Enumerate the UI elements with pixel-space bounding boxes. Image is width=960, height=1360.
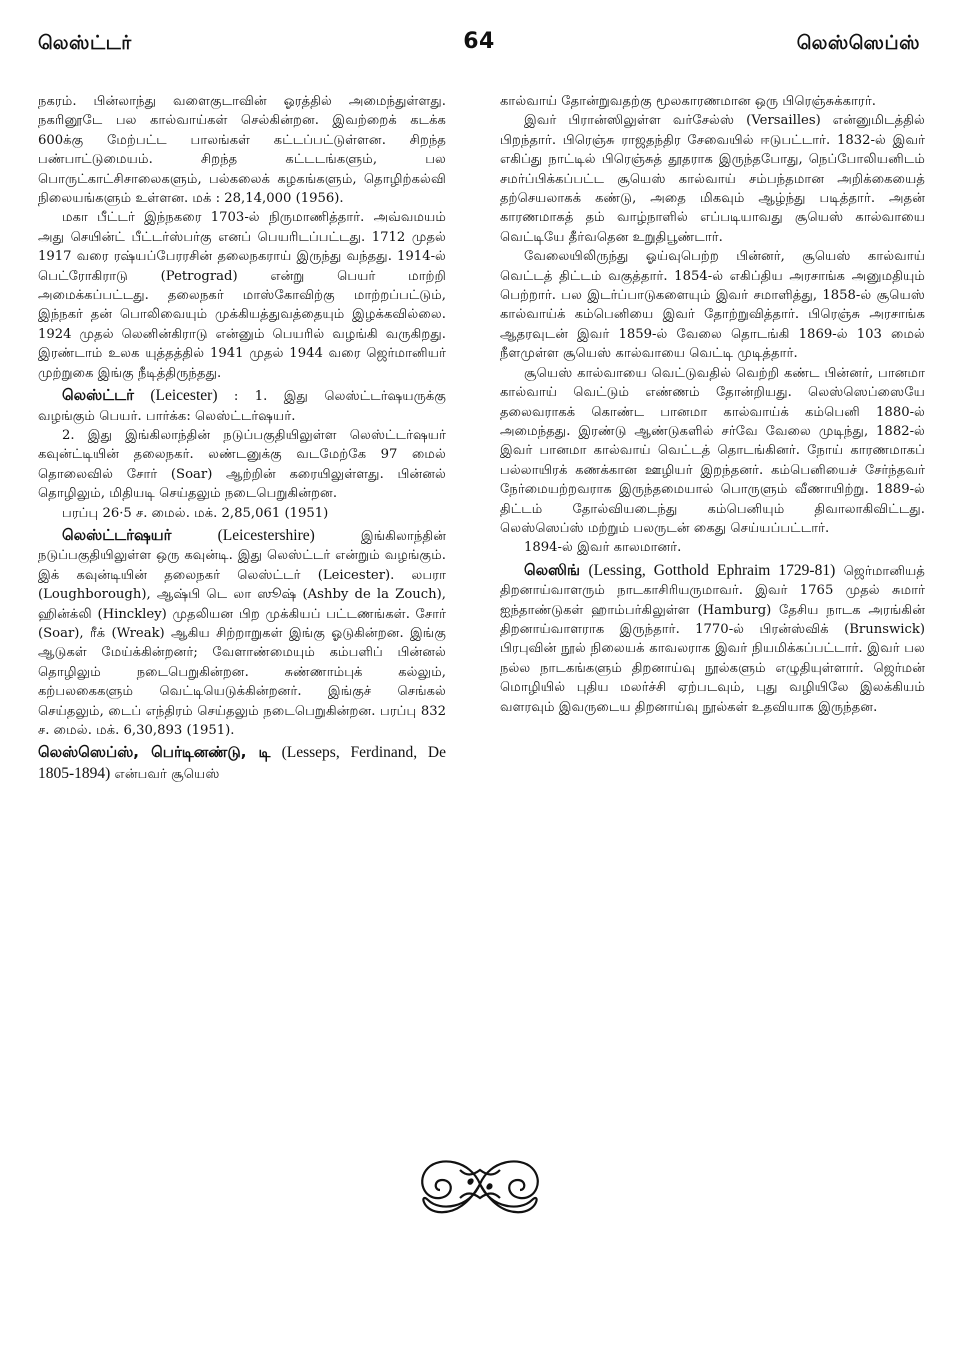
entry-leicester bbox=[38, 386, 446, 426]
entry-text: ஜெர்மானியத் திறனாய்வாளரும் நாடகாசிரியருமாவர். இவர் 1765 முதல் சுமார் ஐந்தாண்டுகள் ஹாம்பர்கிலுள்ள (Hamburg) தேசிய நாடக அரங்கின் திறனாய்வாளராக இருந்தார். 1770-ல் பிரன்ஸ்விக் (Brunswick) பிரபுவின் நூல் நிலையக் காவலராக இவர் நியமிக்கப்பட்டார். இவர் பல நல்ல நாடகங்களும் திறனாய்வு நூல்களும் எழுதியுள்ளார். ஜெர்மன் மொழியில் புதிய மலர்ச்சி ஏற்படவும், புது வழியிலே இலக்கியம் வளரவும் இவருடைய திறனாய்வு நூல்கள் உதவியாக இருந்தன. bbox=[500, 563, 925, 715]
entry-text: இங்கிலாந்தின் நடுப்பகுதியிலுள்ள ஒரு கவுன்டி. இது லெஸ்ட்டர் என்றும் வழங்கும். இக் கவுன்டியின் தலைநகர் லெஸ்ட்டர் (Leicester). லபரா (Loughborough), ஆஷ்பி டெ லா ஸூஷ் (Ashby de la Zouch), ஹின்க்லி (Hinckley) முதலியன பிற முக்கியப் பட்டணங்கள். சோர் (Soar), ரீக் (Wreak) ஆகிய சிற்றாறுகள் இங்கு ஓடுகின்றன. இங்கு ஆடுகள் மேய்க்கின்றனர்; வேளாண்மையும் கம்பளிப் பின்னல் தொழிலும் நடைபெறுகின்றன. சுண்ணாம்புக் கல்லும், கற்பலகைகளும் வெட்டியெடுக்கின்றனர். இங்குச் செங்கல் செய்தலும், டைப் எந்திரம் செய்தலும் நடைபெறுகின்றன. பரப்பு 832 ச. மைல். மக். 6,30,893 (1951). bbox=[38, 528, 446, 738]
scroll-ornament-icon bbox=[410, 1150, 550, 1218]
right-column bbox=[500, 92, 925, 717]
paragraph: சூயெஸ் கால்வாயை வெட்டுவதில் வெற்றி கண்ட பின்னர், பானமா கால்வாய் வெட்டும் எண்ணம் தோன்றியது. லெஸ்ஸெப்ஸையே தலைவராகக் கொண்ட பானமா கால்வாய்க் கம்பெனி 1880-ல் அமைந்தது. இரண்டு ஆண்டுகளில் சர்வே வேலை முடிந்து, 1882-ல் இவர் பானமா கால்வாய் வெட்டத் தொடங்கினர். நோய் காரணமாகப் பல்லாயிரக் கணக்கான ஊழியர் இறந்தனர். கம்பெனியைச் சேர்ந்தவர் நேர்மையற்றவராக இருந்தமையால் பொருளும் வீணாயிற்று. 1889-ல் திட்டம் தோல்வியடைந்து கம்பெனியும் திவாலாகிவிட்டது. லெஸ்ஸெப்ஸ் மற்றும் பலருடன் கைது செய்யப்பட்டார். bbox=[500, 365, 925, 536]
entry-headword: லெஸிங் bbox=[524, 560, 581, 579]
entry-headword: லெஸ்ட்டர்ஷயர் bbox=[62, 525, 172, 544]
entry-text: என்பவர் சூயெஸ் bbox=[114, 766, 220, 782]
page-header bbox=[38, 29, 920, 66]
paragraph: 1894-ல் இவர் காலமானர். bbox=[524, 540, 682, 556]
entry-latin-name: (Leicestershire) bbox=[217, 526, 315, 544]
entry-lessing bbox=[500, 561, 925, 717]
entry-headword: லெஸ்ட்டர் bbox=[62, 386, 134, 405]
page-number: 64 bbox=[463, 29, 495, 54]
paragraph: 2. இது இங்கிலாந்தின் நடுப்பகுதியிலுள்ள லெஸ்ட்டர்ஷயர் கவுன்ட்டியின் தலைநகர். லண்டனுக்கு வடமேற்கே 97 மைல் தொலைவில் சோர் (Soar) ஆற்றின் கரையிலுள்ளது. பின்னல் தொழிலும், மிதியடி செய்தலும் நடைபெறுகின்றன. bbox=[38, 427, 446, 502]
paragraph: பரப்பு 26·5 ச. மைல். மக். 2,85,061 (1951) bbox=[62, 505, 329, 521]
entry-latin-name: (Lessing, Gotthold Ephraim 1729-81) bbox=[588, 561, 836, 579]
entry-leicestershire bbox=[38, 526, 446, 740]
paragraph: நகரம். பின்லாந்து வளைகுடாவின் ஓரத்தில் அமைந்துள்ளது. நகரினூடே பல கால்வாய்கள் செல்கின்றன. இவற்றைக் கடக்க 600க்கு மேற்பட்ட பாலங்கள் கட்டப்பட்டுள்ளன. சிறந்த பண்பாட்டுமையம். சிறந்த கட்டடங்களும், பல பொருட்காட்சிசாலைகளும், பல்கலைக் கழகங்களும், தொழிற்கல்வி நிலையங்களும் உள்ளன. மக் : 28,14,000 (1956). bbox=[38, 94, 446, 207]
entry-headword: லெஸ்ஸெப்ஸ், பெர்டினண்டு, டி bbox=[38, 743, 271, 762]
paragraph: மகா பீட்டர் இந்நகரை 1703-ல் நிருமாணித்தார். அவ்வமயம் அது செயின்ட் பீட்டர்ஸ்பர்கு எனப் பெயரிடப்பட்டது. 1712 முதல் 1917 வரை ரஷ்யப்பேரரசின் தலைநகராய் இருந்து வந்தது. 1914-ல் பெட்ரோகிராடு (Petrograd) என்று பெயர் மாற்றி அமைக்கப்பட்டது. தலைநகர் மாஸ்கோவிற்கு மாற்றப்பட்டும், இந்நகர் தன் பொலிவையும் முக்கியத்துவத்தையும் இழக்கவில்லை. 1924 முதல் லெனின்கிராடு என்னும் பெயரில் வழங்கி வருகிறது. இரண்டாம் உலக யுத்தத்தில் 1941 முதல் 1944 வரை ஜெர்மானியர் முற்றுகை இங்கு நீடித்திருந்தது. bbox=[38, 210, 446, 381]
paragraph: வேலையிலிருந்து ஓய்வுபெற்ற பின்னர், சூயெஸ் கால்வாய் வெட்டத் திட்டம் வகுத்தார். 1854-ல் எகிப்திய அரசாங்க அனுமதியும் பெற்றார். பல இடர்ப்பாடுகளையும் இவர் சமாளித்து, 1858-ல் சூயெஸ் கால்வாய்க் கம்பெனியை இவர் தோற்றுவித்தார். பிரெஞ்சு அரசாங்க ஆதரவுடன் இவர் 1859-ல் வேலை தொடங்கி 1869-ல் 103 மைல் நீளமுள்ள சூயெஸ் கால்வாயை வெட்டி முடித்தார். bbox=[500, 249, 925, 362]
paragraph: இவர் பிரான்ஸிலுள்ள வர்சேல்ஸ் (Versailles) என்னுமிடத்தில் பிறந்தார். பிரெஞ்சு ராஜதந்திர சேவையில் ஈடுபட்டார். 1832-ல் இவர் எகிப்து நாட்டில் பிரெஞ்சுத் தூதராக இருந்தபோது, நெப்போலியனிடம் சமர்ப்பிக்கப்பட்ட சூயெஸ் கால்வாய் சம்பந்தமான அறிக்கையைத் தற்செயலாகக் கண்டு, அதை மிகவும் ஆழ்ந்து படித்தார். அதன் காரணமாகத் தம் வாழ்நாளில் எப்படியாவது சூயெஸ் கால்வாயை வெட்டியே தீர்வதென உறுதிபூண்டார். bbox=[500, 113, 925, 245]
entry-latin-name: (Leicester) bbox=[150, 387, 218, 405]
paragraph: கால்வாய் தோன்றுவதற்கு மூலகாரணமான ஒரு பிரெஞ்சுக்காரர். bbox=[500, 94, 876, 109]
left-column bbox=[38, 92, 446, 784]
entry-text: : 1. இது லெஸ்ட்டர்ஷயருக்கு வழங்கும் பெயர். பார்க்க: லெஸ்ட்டர்ஷயர். bbox=[38, 389, 446, 424]
entry-lesseps bbox=[38, 743, 446, 784]
right-headword: லெஸ்ஸெப்ஸ் bbox=[796, 32, 920, 54]
entry-latin-name: (Lesseps, Ferdinand, De 1805-1894) bbox=[38, 744, 447, 782]
left-headword: லெஸ்ட்டர் bbox=[38, 32, 132, 54]
